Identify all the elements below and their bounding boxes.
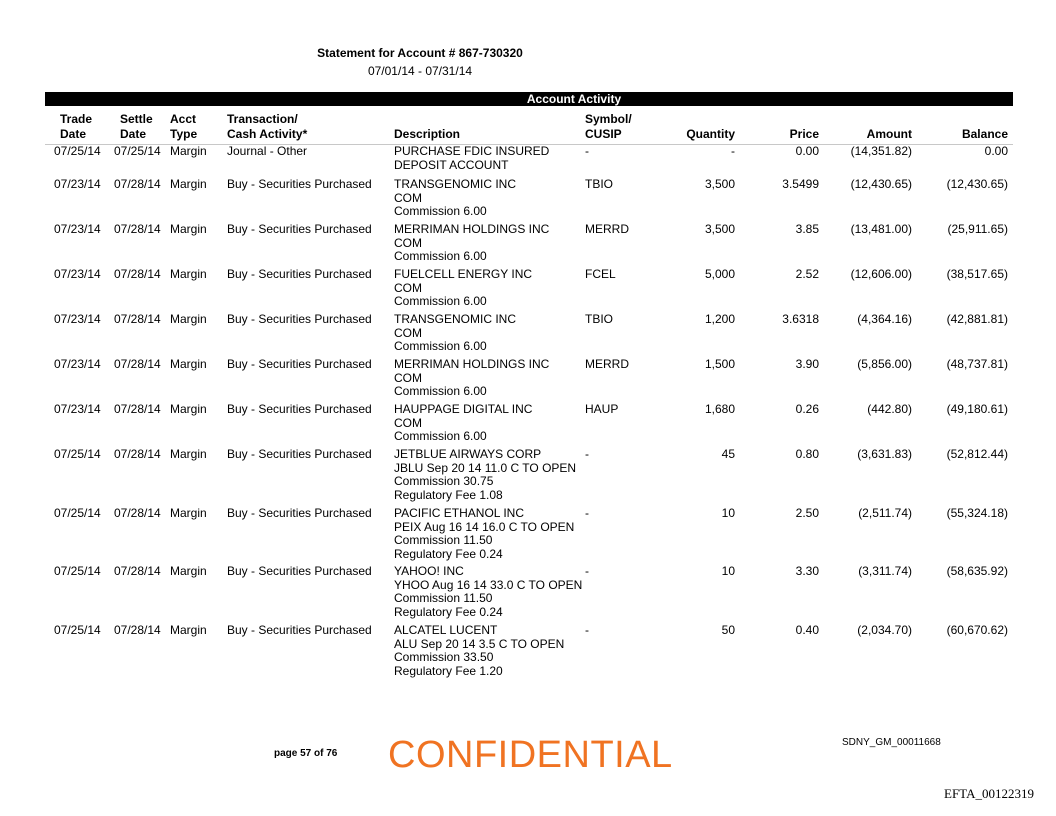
balance-cell: 0.00 xyxy=(984,144,1008,158)
settle-date-cell: 07/28/14 xyxy=(114,357,161,371)
description-line: COM xyxy=(394,370,422,385)
amount-cell: (3,311.74) xyxy=(858,564,912,578)
col-amount: Amount xyxy=(866,127,912,141)
description-cell xyxy=(394,565,582,619)
balance-cell: (25,911.65) xyxy=(947,222,1008,236)
acct-type-cell: Margin xyxy=(170,402,207,416)
price-cell: 0.26 xyxy=(795,402,819,416)
transaction-type-cell: Buy - Securities Purchased xyxy=(227,447,372,461)
trade-date-cell: 07/25/14 xyxy=(54,564,101,578)
acct-type-cell: Margin xyxy=(170,222,207,236)
price-cell: 0.00 xyxy=(795,144,819,158)
col-quantity: Quantity xyxy=(686,127,735,141)
transaction-type-cell: Buy - Securities Purchased xyxy=(227,177,372,191)
quantity-cell: - xyxy=(731,144,735,158)
description-line: Commission 6.00 xyxy=(394,384,487,398)
quantity-cell: 3,500 xyxy=(704,177,735,191)
col-acct-type-line1: Acct xyxy=(170,112,197,126)
description-line: PACIFIC ETHANOL INC xyxy=(394,506,525,520)
bates-number-sdny: SDNY_GM_00011668 xyxy=(842,737,941,748)
description-line: PURCHASE FDIC INSURED xyxy=(394,144,550,158)
description-line: PEIX Aug 16 14 16.0 C TO OPEN xyxy=(394,519,575,534)
description-line: Commission 30.75 xyxy=(394,474,494,488)
transaction-type-cell: Buy - Securities Purchased xyxy=(227,623,372,637)
col-acct-type xyxy=(170,112,197,142)
description-line: COM xyxy=(394,190,422,205)
description-cell xyxy=(394,223,549,264)
settle-date-cell: 07/28/14 xyxy=(114,447,161,461)
confidential-stamp: CONFIDENTIAL xyxy=(388,734,673,776)
col-settle-date xyxy=(120,112,153,142)
settle-date-cell: 07/25/14 xyxy=(114,144,161,158)
price-cell: 3.90 xyxy=(795,357,819,371)
price-cell: 3.6318 xyxy=(782,312,819,326)
transaction-type-cell: Buy - Securities Purchased xyxy=(227,267,372,281)
balance-cell: (42,881.81) xyxy=(946,312,1008,326)
price-cell: 2.50 xyxy=(795,506,819,520)
description-cell xyxy=(394,507,574,561)
col-trade-date-line1: Trade xyxy=(60,112,93,126)
amount-cell: (3,631.83) xyxy=(857,447,912,461)
description-line: Commission 6.00 xyxy=(394,429,487,443)
balance-cell: (12,430.65) xyxy=(946,177,1008,191)
section-title: Account Activity xyxy=(526,92,622,106)
description-line: COM xyxy=(394,235,422,250)
col-balance: Balance xyxy=(961,127,1008,141)
description-line: ALU Sep 20 14 3.5 C TO OPEN xyxy=(394,636,565,651)
symbol-cell: - xyxy=(585,623,589,637)
transaction-type-cell: Buy - Securities Purchased xyxy=(227,357,372,371)
description-line: Commission 6.00 xyxy=(394,294,487,308)
amount-cell: (2,034.70) xyxy=(857,623,912,637)
statement-period: 07/01/14 - 07/31/14 xyxy=(367,64,473,78)
bates-number-efta: EFTA_00122319 xyxy=(944,786,1034,801)
transaction-type-cell: Journal - Other xyxy=(227,144,308,158)
price-cell: 0.80 xyxy=(795,447,819,461)
acct-type-cell: Margin xyxy=(170,623,207,637)
quantity-cell: 10 xyxy=(721,564,735,578)
symbol-cell: - xyxy=(585,506,589,520)
symbol-cell: TBIO xyxy=(585,177,614,191)
settle-date-cell: 07/28/14 xyxy=(114,177,161,191)
description-line: COM xyxy=(394,415,422,430)
col-symbol-line1: Symbol/ xyxy=(585,112,632,126)
quantity-cell: 50 xyxy=(721,623,735,637)
quantity-cell: 45 xyxy=(721,447,735,461)
symbol-cell: - xyxy=(585,144,589,158)
section-header-bar xyxy=(45,92,1013,106)
quantity-cell: 3,500 xyxy=(704,222,735,236)
trade-date-cell: 07/23/14 xyxy=(54,177,101,191)
description-line: Commission 33.50 xyxy=(394,650,494,664)
trade-date-cell: 07/25/14 xyxy=(54,447,101,461)
description-line: Regulatory Fee 0.24 xyxy=(394,546,503,561)
symbol-cell: MERRD xyxy=(585,357,629,371)
amount-cell: (12,430.65) xyxy=(850,177,912,191)
symbol-cell: - xyxy=(585,564,589,578)
balance-cell: (49,180.61) xyxy=(946,402,1008,416)
transaction-type-cell: Buy - Securities Purchased xyxy=(227,402,372,416)
acct-type-cell: Margin xyxy=(170,267,207,281)
description-line: DEPOSIT ACCOUNT xyxy=(394,157,509,172)
description-line: Commission 11.50 xyxy=(394,533,493,547)
acct-type-cell: Margin xyxy=(170,357,207,371)
quantity-cell: 1,200 xyxy=(704,312,735,326)
amount-cell: (12,606.00) xyxy=(850,267,912,281)
description-line: JETBLUE AIRWAYS CORP xyxy=(394,447,542,461)
price-cell: 3.5499 xyxy=(782,177,819,191)
description-line: Commission 6.00 xyxy=(394,249,487,263)
col-description: Description xyxy=(394,127,461,141)
price-cell: 3.30 xyxy=(795,564,819,578)
col-transaction-line1: Transaction/ xyxy=(227,112,298,126)
description-line: TRANSGENOMIC INC xyxy=(394,177,517,191)
acct-type-cell: Margin xyxy=(170,177,207,191)
description-line: JBLU Sep 20 14 11.0 C TO OPEN xyxy=(394,460,577,475)
balance-cell: (58,635.92) xyxy=(946,564,1008,578)
description-line: Commission 6.00 xyxy=(394,204,487,218)
settle-date-cell: 07/28/14 xyxy=(114,312,161,326)
description-line: Commission 6.00 xyxy=(394,339,487,353)
description-line: TRANSGENOMIC INC xyxy=(394,312,517,326)
amount-cell: (13,481.00) xyxy=(850,222,912,236)
col-transaction xyxy=(227,112,307,142)
col-price: Price xyxy=(789,127,819,141)
price-cell: 2.52 xyxy=(795,267,819,281)
description-line: HAUPPAGE DIGITAL INC xyxy=(394,402,533,416)
description-line: Regulatory Fee 1.08 xyxy=(394,487,503,502)
description-line: MERRIMAN HOLDINGS INC xyxy=(394,222,550,236)
statement-title: Statement for Account # 867-730320 xyxy=(317,46,523,60)
settle-date-cell: 07/28/14 xyxy=(114,402,161,416)
description-line: COM xyxy=(394,325,422,340)
description-cell xyxy=(394,403,532,444)
trade-date-cell: 07/23/14 xyxy=(54,267,101,281)
settle-date-cell: 07/28/14 xyxy=(114,222,161,236)
description-line: YHOO Aug 16 14 33.0 C TO OPEN xyxy=(394,577,583,592)
trade-date-cell: 07/23/14 xyxy=(54,402,101,416)
quantity-cell: 1,500 xyxy=(704,357,735,371)
description-line: ALCATEL LUCENT xyxy=(394,623,498,637)
transaction-type-cell: Buy - Securities Purchased xyxy=(227,564,372,578)
col-settle-date-line1: Settle xyxy=(120,112,153,126)
balance-cell: (48,737.81) xyxy=(946,357,1008,371)
col-trade-date xyxy=(60,112,92,142)
amount-cell: (14,351.82) xyxy=(850,144,912,158)
trade-date-cell: 07/25/14 xyxy=(54,506,101,520)
amount-cell: (5,856.00) xyxy=(857,357,912,371)
description-line: FUELCELL ENERGY INC xyxy=(394,267,533,281)
description-cell xyxy=(394,448,576,502)
col-transaction-line2: Cash Activity* xyxy=(227,127,308,141)
description-line: Regulatory Fee 1.20 xyxy=(394,663,503,678)
symbol-cell: MERRD xyxy=(585,222,629,236)
col-symbol-line2: CUSIP xyxy=(585,127,622,141)
settle-date-cell: 07/28/14 xyxy=(114,267,161,281)
symbol-cell: - xyxy=(585,447,589,461)
amount-cell: (442.80) xyxy=(867,402,912,416)
settle-date-cell: 07/28/14 xyxy=(114,506,161,520)
transaction-type-cell: Buy - Securities Purchased xyxy=(227,222,372,236)
acct-type-cell: Margin xyxy=(170,564,207,578)
description-cell xyxy=(394,268,532,309)
transaction-type-cell: Buy - Securities Purchased xyxy=(227,312,372,326)
description-line: Commission 11.50 xyxy=(394,591,493,605)
transaction-type-cell: Buy - Securities Purchased xyxy=(227,506,372,520)
balance-cell: (55,324.18) xyxy=(946,506,1008,520)
description-cell xyxy=(394,624,564,678)
trade-date-cell: 07/23/14 xyxy=(54,222,101,236)
trade-date-cell: 07/23/14 xyxy=(54,312,101,326)
balance-cell: (38,517.65) xyxy=(946,267,1008,281)
description-line: Regulatory Fee 0.24 xyxy=(394,604,503,619)
description-cell xyxy=(394,145,549,172)
balance-cell: (52,812.44) xyxy=(946,447,1008,461)
description-line: MERRIMAN HOLDINGS INC xyxy=(394,357,550,371)
symbol-cell: HAUP xyxy=(585,402,619,416)
description-cell xyxy=(394,313,516,354)
description-line: YAHOO! INC xyxy=(394,564,464,578)
trade-date-cell: 07/25/14 xyxy=(54,144,101,158)
quantity-cell: 10 xyxy=(721,506,735,520)
page-number: page 57 of 76 xyxy=(274,748,338,759)
description-cell xyxy=(394,358,549,399)
col-symbol xyxy=(585,112,632,142)
col-settle-date-line2: Date xyxy=(120,127,147,141)
symbol-cell: FCEL xyxy=(585,267,616,281)
quantity-cell: 1,680 xyxy=(704,402,735,416)
balance-cell: (60,670.62) xyxy=(946,623,1008,637)
price-cell: 3.85 xyxy=(795,222,819,236)
acct-type-cell: Margin xyxy=(170,144,207,158)
amount-cell: (4,364.16) xyxy=(857,312,912,326)
quantity-cell: 5,000 xyxy=(704,267,735,281)
col-trade-date-line2: Date xyxy=(60,127,87,141)
settle-date-cell: 07/28/14 xyxy=(114,564,161,578)
settle-date-cell: 07/28/14 xyxy=(114,623,161,637)
col-acct-type-line2: Type xyxy=(170,127,198,141)
trade-date-cell: 07/23/14 xyxy=(54,357,101,371)
acct-type-cell: Margin xyxy=(170,506,207,520)
amount-cell: (2,511.74) xyxy=(858,506,912,520)
symbol-cell: TBIO xyxy=(585,312,614,326)
price-cell: 0.40 xyxy=(795,623,819,637)
description-cell xyxy=(394,178,516,219)
acct-type-cell: Margin xyxy=(170,312,207,326)
acct-type-cell: Margin xyxy=(170,447,207,461)
trade-date-cell: 07/25/14 xyxy=(54,623,101,637)
description-line: COM xyxy=(394,280,422,295)
